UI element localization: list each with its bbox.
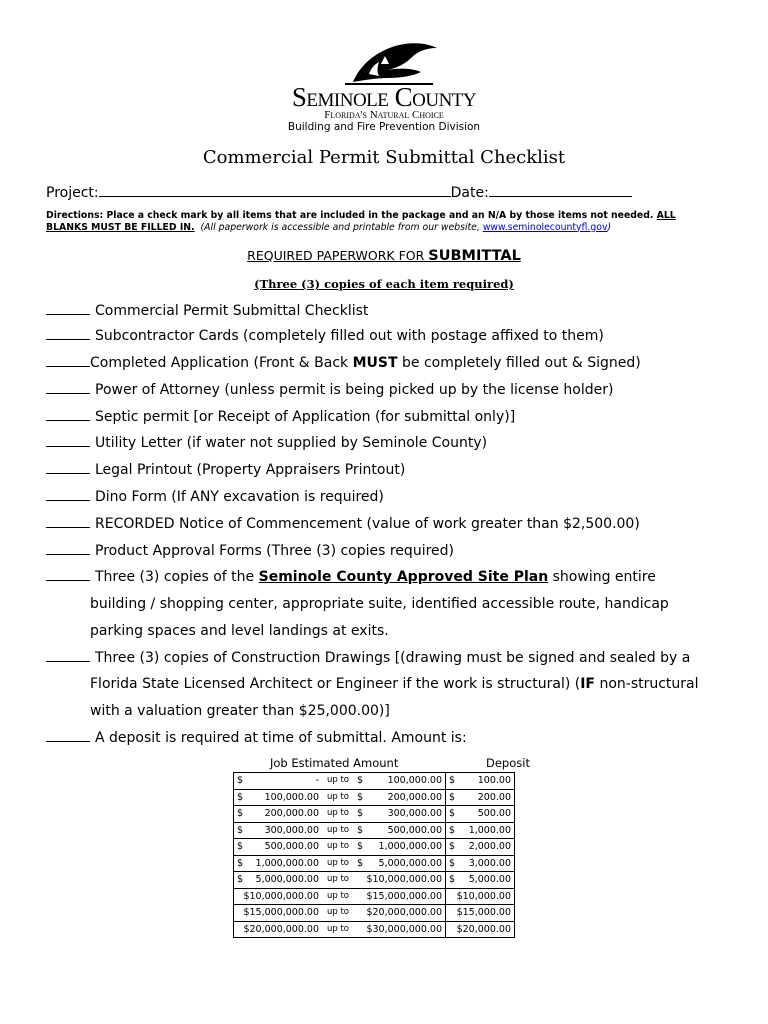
amount-to-cell: $15,000,000.00 bbox=[354, 888, 446, 905]
county-name: Seminole County bbox=[291, 82, 477, 112]
item-text: Legal Printout (Property Appraisers Printout) bbox=[95, 462, 406, 478]
check-blank[interactable] bbox=[46, 378, 90, 394]
checklist-item bbox=[46, 377, 736, 404]
directions-label: Directions: bbox=[46, 210, 104, 221]
amount-from-cell: $ 300,000.00 bbox=[234, 822, 323, 839]
deposit-cell: $ 500.00 bbox=[446, 806, 515, 823]
check-blank[interactable] bbox=[46, 299, 90, 315]
amount-from-cell: $ 200,000.00 bbox=[234, 806, 323, 823]
upto-cell: up to bbox=[322, 888, 354, 905]
upto-cell: up to bbox=[322, 921, 354, 938]
amount-to-cell: $ 300,000.00 bbox=[354, 806, 446, 823]
directions-text: Place a check mark by all items that are included in the package and an N/A by those items not needed. bbox=[103, 210, 657, 221]
site-plan-emphasis: Seminole County Approved Site Plan bbox=[258, 569, 549, 585]
deposit-cell: $ 3,000.00 bbox=[446, 855, 515, 872]
directions-note: (All paperwork is accessible and printable from our website, bbox=[200, 221, 483, 233]
amount-from-cell: $ 1,000,000.00 bbox=[234, 855, 323, 872]
check-blank[interactable] bbox=[46, 351, 90, 367]
item-text: Dino Form (If ANY excavation is required) bbox=[95, 489, 384, 505]
county-tagline: Florida's Natural Choice bbox=[324, 109, 444, 121]
amount-to-cell: $ 1,000,000.00 bbox=[354, 839, 446, 856]
item-text: Completed Application (Front & Back bbox=[90, 355, 353, 371]
amount-from-cell: $20,000,000.00 bbox=[234, 921, 323, 938]
item-text: showing entire bbox=[548, 569, 656, 585]
upto-cell: up to bbox=[322, 806, 354, 823]
table-header-amount: Job Estimated Amount bbox=[270, 756, 399, 770]
directions-note-end: ) bbox=[607, 221, 612, 233]
item-text: RECORDED Notice of Commencement (value of work greater than $2,500.00) bbox=[95, 516, 640, 532]
check-blank[interactable] bbox=[46, 539, 90, 555]
check-blank[interactable] bbox=[46, 646, 90, 662]
checklist-item bbox=[46, 404, 736, 431]
amount-to-cell: $ 100,000.00 bbox=[354, 773, 446, 790]
amount-to-cell: $20,000,000.00 bbox=[354, 905, 446, 922]
checklist-item bbox=[46, 350, 736, 377]
check-blank[interactable] bbox=[46, 324, 90, 340]
deposit-cell: $20,000.00 bbox=[446, 921, 515, 938]
item-text: Three (3) copies of Construction Drawings [(drawing must be signed and sealed by a bbox=[95, 650, 691, 666]
table-row bbox=[234, 806, 515, 823]
amount-from-cell: $10,000,000.00 bbox=[234, 888, 323, 905]
checklist-item bbox=[46, 511, 736, 538]
deposit-cell: $ 2,000.00 bbox=[446, 839, 515, 856]
check-blank[interactable] bbox=[46, 431, 90, 447]
item-text: Power of Attorney (unless permit is being picked up by the license holder) bbox=[95, 382, 614, 398]
check-blank[interactable] bbox=[46, 565, 90, 581]
item-continuation: with a valuation greater than $25,000.00)] bbox=[90, 703, 390, 719]
item-text: A deposit is required at time of submittal. Amount is: bbox=[95, 730, 467, 746]
amount-from-cell: $ - bbox=[234, 773, 323, 790]
upto-cell: up to bbox=[322, 839, 354, 856]
checklist-item bbox=[46, 645, 736, 672]
division-name: Building and Fire Prevention Division bbox=[287, 121, 481, 133]
project-date-row bbox=[46, 182, 632, 202]
deposit-cell: $10,000.00 bbox=[446, 888, 515, 905]
required-subheading: (Three (3) copies of each item required) bbox=[254, 277, 514, 291]
upto-cell: up to bbox=[322, 905, 354, 922]
amount-to-cell: $ 200,000.00 bbox=[354, 789, 446, 806]
checklist-item bbox=[46, 484, 736, 511]
table-row bbox=[234, 921, 515, 938]
item-text: Subcontractor Cards (completely filled out with postage affixed to them) bbox=[95, 328, 604, 344]
table-row bbox=[234, 905, 515, 922]
amount-to-cell: $ 5,000,000.00 bbox=[354, 855, 446, 872]
amount-from-cell: $15,000,000.00 bbox=[234, 905, 323, 922]
table-row bbox=[234, 822, 515, 839]
page-title: Commercial Permit Submittal Checklist bbox=[202, 147, 566, 168]
item-text: Commercial Permit Submittal Checklist bbox=[95, 303, 369, 319]
directions-emphasis: ALL BLANKS MUST BE FILLED IN. bbox=[46, 210, 676, 233]
checklist-item bbox=[46, 298, 736, 325]
item-text: non-structural bbox=[595, 676, 699, 692]
item-continuation: building / shopping center, appropriate suite, identified accessible route, handicap bbox=[90, 596, 669, 612]
check-blank[interactable] bbox=[46, 726, 90, 742]
item-text: Product Approval Forms (Three (3) copies required) bbox=[95, 543, 454, 559]
upto-cell: up to bbox=[322, 822, 354, 839]
amount-from-cell: $ 5,000,000.00 bbox=[234, 872, 323, 889]
deposit-table bbox=[233, 772, 515, 938]
deposit-cell: $ 1,000.00 bbox=[446, 822, 515, 839]
date-label: Date: bbox=[450, 185, 489, 201]
checklist-item bbox=[46, 564, 736, 591]
checklist-item bbox=[46, 430, 736, 457]
amount-to-cell: $ 500,000.00 bbox=[354, 822, 446, 839]
item-text-emphasis: MUST bbox=[352, 355, 398, 371]
county-logo bbox=[272, 38, 498, 86]
required-heading-prefix: REQUIRED PAPERWORK FOR bbox=[247, 248, 429, 263]
checklist-item bbox=[46, 725, 736, 752]
item-continuation bbox=[90, 671, 699, 698]
upto-cell: up to bbox=[322, 872, 354, 889]
upto-cell: up to bbox=[322, 855, 354, 872]
table-row bbox=[234, 773, 515, 790]
required-heading-emphasis: SUBMITTAL bbox=[428, 248, 521, 264]
checklist-item bbox=[46, 538, 736, 565]
item-text: Septic permit [or Receipt of Application (for submittal only)] bbox=[95, 409, 516, 425]
check-blank[interactable] bbox=[46, 512, 90, 528]
required-heading bbox=[0, 247, 768, 265]
item-text-emphasis: IF bbox=[580, 676, 595, 692]
table-row bbox=[234, 789, 515, 806]
item-text: Florida State Licensed Architect or Engineer if the work is structural) ( bbox=[90, 676, 581, 692]
heron-logo-icon bbox=[325, 38, 445, 86]
amount-to-cell: $30,000,000.00 bbox=[354, 921, 446, 938]
project-label: Project: bbox=[46, 185, 99, 201]
check-blank[interactable] bbox=[46, 485, 90, 501]
upto-cell: up to bbox=[322, 789, 354, 806]
deposit-cell: $ 200.00 bbox=[446, 789, 515, 806]
item-text: be completely filled out & Signed) bbox=[397, 355, 641, 371]
upto-cell: up to bbox=[322, 773, 354, 790]
check-blank[interactable] bbox=[46, 405, 90, 421]
item-continuation: parking spaces and level landings at exits. bbox=[90, 623, 389, 639]
deposit-cell: $ 100.00 bbox=[446, 773, 515, 790]
table-row bbox=[234, 888, 515, 905]
amount-from-cell: $ 100,000.00 bbox=[234, 789, 323, 806]
date-field[interactable] bbox=[489, 182, 632, 197]
deposit-cell: $ 5,000.00 bbox=[446, 872, 515, 889]
item-text: Three (3) copies of the bbox=[95, 569, 259, 585]
checklist-item bbox=[46, 323, 736, 350]
amount-to-cell: $10,000,000.00 bbox=[354, 872, 446, 889]
item-text: Utility Letter (if water not supplied by Seminole County) bbox=[95, 435, 488, 451]
directions bbox=[46, 210, 714, 233]
deposit-cell: $15,000.00 bbox=[446, 905, 515, 922]
check-blank[interactable] bbox=[46, 458, 90, 474]
checklist-item bbox=[46, 457, 736, 484]
table-header-deposit: Deposit bbox=[486, 756, 530, 770]
table-row bbox=[234, 839, 515, 856]
project-field[interactable] bbox=[99, 182, 451, 197]
website-link[interactable]: www.seminolecountyfl.gov bbox=[482, 221, 608, 233]
amount-from-cell: $ 500,000.00 bbox=[234, 839, 323, 856]
table-row bbox=[234, 872, 515, 889]
table-row bbox=[234, 855, 515, 872]
